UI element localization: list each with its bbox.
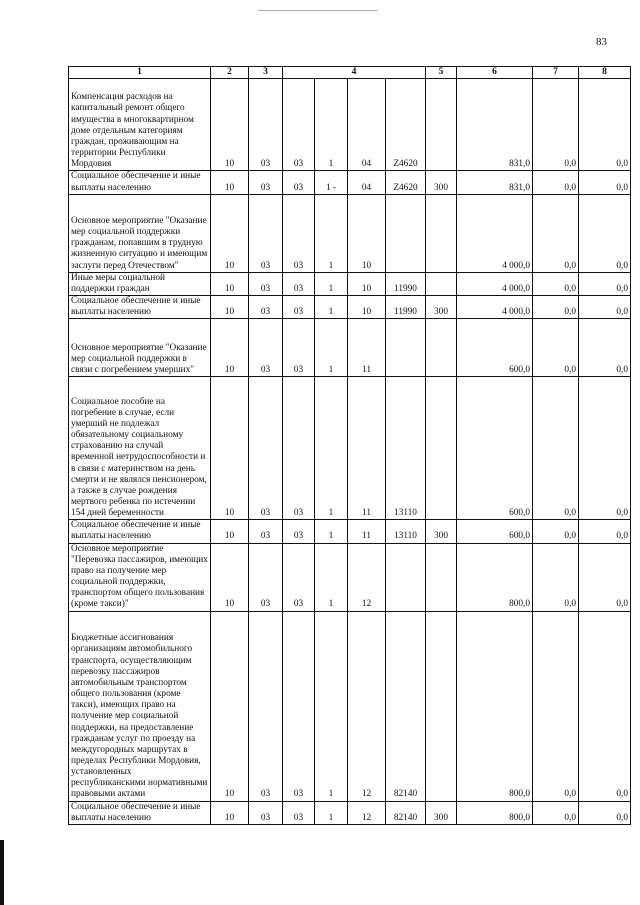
- row-name: Компенсация расходов на капитальный ремонт общего имущества в многоквартирном доме отдельным категориям граждан, проживающим на территории Республики Мордовия: [69, 79, 211, 171]
- cell-amount: 831,0: [457, 171, 533, 194]
- column-header: 3: [249, 67, 283, 79]
- cell-amount-3: 0,0: [579, 319, 631, 377]
- cell-subprogram: 1: [315, 296, 348, 319]
- cell-amount-3: 0,0: [579, 377, 631, 520]
- table-row: [69, 171, 631, 194]
- column-header: 7: [533, 67, 579, 79]
- cell-subsection: 03: [249, 194, 283, 272]
- table-row: [69, 611, 631, 801]
- cell-amount-2: 0,0: [533, 801, 579, 824]
- table-row: [69, 543, 631, 611]
- cell-program: 03: [283, 611, 315, 801]
- table-row: [69, 79, 631, 171]
- cell-amount-2: 0,0: [533, 272, 579, 295]
- cell-section: 10: [211, 377, 249, 520]
- cell-section: 10: [211, 543, 249, 611]
- cell-program: 03: [283, 272, 315, 295]
- cell-section: 10: [211, 611, 249, 801]
- column-header: 2: [211, 67, 249, 79]
- row-name: Иные меры социальной поддержки граждан: [69, 272, 211, 295]
- scan-artifact-line: [258, 10, 378, 11]
- cell-amount-2: 0,0: [533, 171, 579, 194]
- cell-amount-2: 0,0: [533, 520, 579, 543]
- cell-subprogram: 1: [315, 79, 348, 171]
- cell-amount-3: 0,0: [579, 79, 631, 171]
- cell-amount-3: 0,0: [579, 296, 631, 319]
- cell-subsection: 03: [249, 543, 283, 611]
- cell-subsection: 03: [249, 296, 283, 319]
- cell-subsection: 03: [249, 801, 283, 824]
- table-row: [69, 377, 631, 520]
- cell-expense-type: [426, 79, 457, 171]
- cell-section: 10: [211, 520, 249, 543]
- cell-direction: [386, 194, 426, 272]
- cell-program: 03: [283, 194, 315, 272]
- cell-expense-type: 300: [426, 520, 457, 543]
- column-header: 4: [283, 67, 426, 79]
- cell-expense-type: 300: [426, 801, 457, 824]
- row-name: Социальное пособие на погребение в случае, если умерший не подлежал обязательному социальному страхованию на случай временной нетрудоспособности и в связи с материнством на день смерти и не являлся пенсионером, а также в случае рождения мертвого ребенка по истечении 154 дней беременности: [69, 377, 211, 520]
- column-header: 1: [69, 67, 211, 79]
- cell-amount: 800,0: [457, 611, 533, 801]
- cell-subprogram: 1: [315, 377, 348, 520]
- row-name: Основное мероприятие "Перевозка пассажиров, имеющих право на получение мер социальной поддержки, транспортом общего пользования (кроме такси)": [69, 543, 211, 611]
- cell-direction: 82140: [386, 611, 426, 801]
- cell-direction: Z4620: [386, 171, 426, 194]
- cell-amount-2: 0,0: [533, 296, 579, 319]
- cell-subsection: 03: [249, 319, 283, 377]
- cell-amount: 4 000,0: [457, 296, 533, 319]
- budget-table: [68, 66, 631, 825]
- cell-amount: 800,0: [457, 801, 533, 824]
- cell-direction: 11990: [386, 272, 426, 295]
- cell-expense-type: 300: [426, 171, 457, 194]
- cell-subprogram: 1: [315, 520, 348, 543]
- cell-amount: 600,0: [457, 377, 533, 520]
- cell-amount: 600,0: [457, 319, 533, 377]
- cell-direction: 11990: [386, 296, 426, 319]
- cell-event: 10: [348, 194, 386, 272]
- cell-program: 03: [283, 520, 315, 543]
- cell-expense-type: [426, 194, 457, 272]
- cell-expense-type: [426, 272, 457, 295]
- cell-subprogram: 1: [315, 543, 348, 611]
- cell-program: 03: [283, 79, 315, 171]
- cell-expense-type: [426, 377, 457, 520]
- cell-subprogram: 1: [315, 801, 348, 824]
- row-name: Социальное обеспечение и иные выплаты населению: [69, 801, 211, 824]
- cell-subsection: 03: [249, 79, 283, 171]
- table-header-row: [69, 67, 631, 79]
- cell-direction: [386, 543, 426, 611]
- cell-subprogram: 1: [315, 611, 348, 801]
- column-header: 5: [426, 67, 457, 79]
- cell-amount: 4 000,0: [457, 194, 533, 272]
- cell-amount: 4 000,0: [457, 272, 533, 295]
- table-row: [69, 296, 631, 319]
- cell-event: 04: [348, 79, 386, 171]
- table-row: [69, 272, 631, 295]
- cell-subprogram: 1: [315, 272, 348, 295]
- cell-program: 03: [283, 296, 315, 319]
- cell-amount-3: 0,0: [579, 543, 631, 611]
- cell-amount-3: 0,0: [579, 611, 631, 801]
- cell-amount-3: 0,0: [579, 171, 631, 194]
- row-name: Социальное обеспечение и иные выплаты населению: [69, 296, 211, 319]
- cell-event: 10: [348, 272, 386, 295]
- cell-amount-2: 0,0: [533, 79, 579, 171]
- cell-program: 03: [283, 319, 315, 377]
- cell-subprogram: 1: [315, 319, 348, 377]
- cell-direction: 82140: [386, 801, 426, 824]
- cell-event: 12: [348, 543, 386, 611]
- cell-amount-2: 0,0: [533, 611, 579, 801]
- cell-event: 12: [348, 801, 386, 824]
- row-name: Бюджетные ассигнования организациям автомобильного транспорта, осуществляющим перевозку пассажиров автомобильным транспортом общего пользования (кроме такси), имеющих право на получение мер социальной поддержки, на предоставление гражданам услуг по проезду на междугородных маршрутах в пределах Республики Мордовия, установленных республиканскими нормативными правовыми актами: [69, 611, 211, 801]
- cell-subsection: 03: [249, 611, 283, 801]
- cell-amount: 831,0: [457, 79, 533, 171]
- cell-amount-2: 0,0: [533, 194, 579, 272]
- cell-direction: Z4620: [386, 79, 426, 171]
- table-row: [69, 319, 631, 377]
- cell-event: 11: [348, 377, 386, 520]
- page-number: 83: [596, 36, 607, 48]
- cell-event: 12: [348, 611, 386, 801]
- row-name: Социальное обеспечение и иные выплаты населению: [69, 520, 211, 543]
- column-header: 8: [579, 67, 631, 79]
- cell-section: 10: [211, 79, 249, 171]
- cell-section: 10: [211, 319, 249, 377]
- cell-subsection: 03: [249, 520, 283, 543]
- cell-event: 11: [348, 520, 386, 543]
- table-row: [69, 194, 631, 272]
- cell-amount: 600,0: [457, 520, 533, 543]
- cell-program: 03: [283, 377, 315, 520]
- cell-expense-type: [426, 611, 457, 801]
- cell-subprogram: 1 -: [315, 171, 348, 194]
- cell-direction: 13110: [386, 520, 426, 543]
- row-name: Основное мероприятие "Оказание мер социальной поддержки в связи с погребением умерших": [69, 319, 211, 377]
- cell-amount: 800,0: [457, 543, 533, 611]
- cell-expense-type: [426, 543, 457, 611]
- cell-expense-type: 300: [426, 296, 457, 319]
- cell-amount-2: 0,0: [533, 377, 579, 520]
- table-row: [69, 801, 631, 824]
- cell-program: 03: [283, 801, 315, 824]
- cell-direction: [386, 319, 426, 377]
- cell-expense-type: [426, 319, 457, 377]
- cell-event: 11: [348, 319, 386, 377]
- cell-amount-3: 0,0: [579, 194, 631, 272]
- cell-subprogram: 1: [315, 194, 348, 272]
- cell-subsection: 03: [249, 171, 283, 194]
- cell-amount-2: 0,0: [533, 319, 579, 377]
- cell-section: 10: [211, 171, 249, 194]
- cell-event: 04: [348, 171, 386, 194]
- cell-section: 10: [211, 801, 249, 824]
- cell-direction: 13110: [386, 377, 426, 520]
- cell-event: 10: [348, 296, 386, 319]
- cell-amount-3: 0,0: [579, 520, 631, 543]
- cell-section: 10: [211, 272, 249, 295]
- cell-program: 03: [283, 543, 315, 611]
- cell-subsection: 03: [249, 377, 283, 520]
- cell-section: 10: [211, 194, 249, 272]
- cell-amount-3: 0,0: [579, 272, 631, 295]
- cell-amount-2: 0,0: [533, 543, 579, 611]
- cell-section: 10: [211, 296, 249, 319]
- scan-edge-mark: [0, 840, 4, 905]
- table-row: [69, 520, 631, 543]
- column-header: 6: [457, 67, 533, 79]
- row-name: Социальное обеспечение и иные выплаты населению: [69, 171, 211, 194]
- row-name: Основное мероприятие "Оказание мер социальной поддержки гражданам, попавшим в трудную жизненную ситуацию и имеющим заслуги перед Отечеством": [69, 194, 211, 272]
- cell-amount-3: 0,0: [579, 801, 631, 824]
- cell-subsection: 03: [249, 272, 283, 295]
- cell-program: 03: [283, 171, 315, 194]
